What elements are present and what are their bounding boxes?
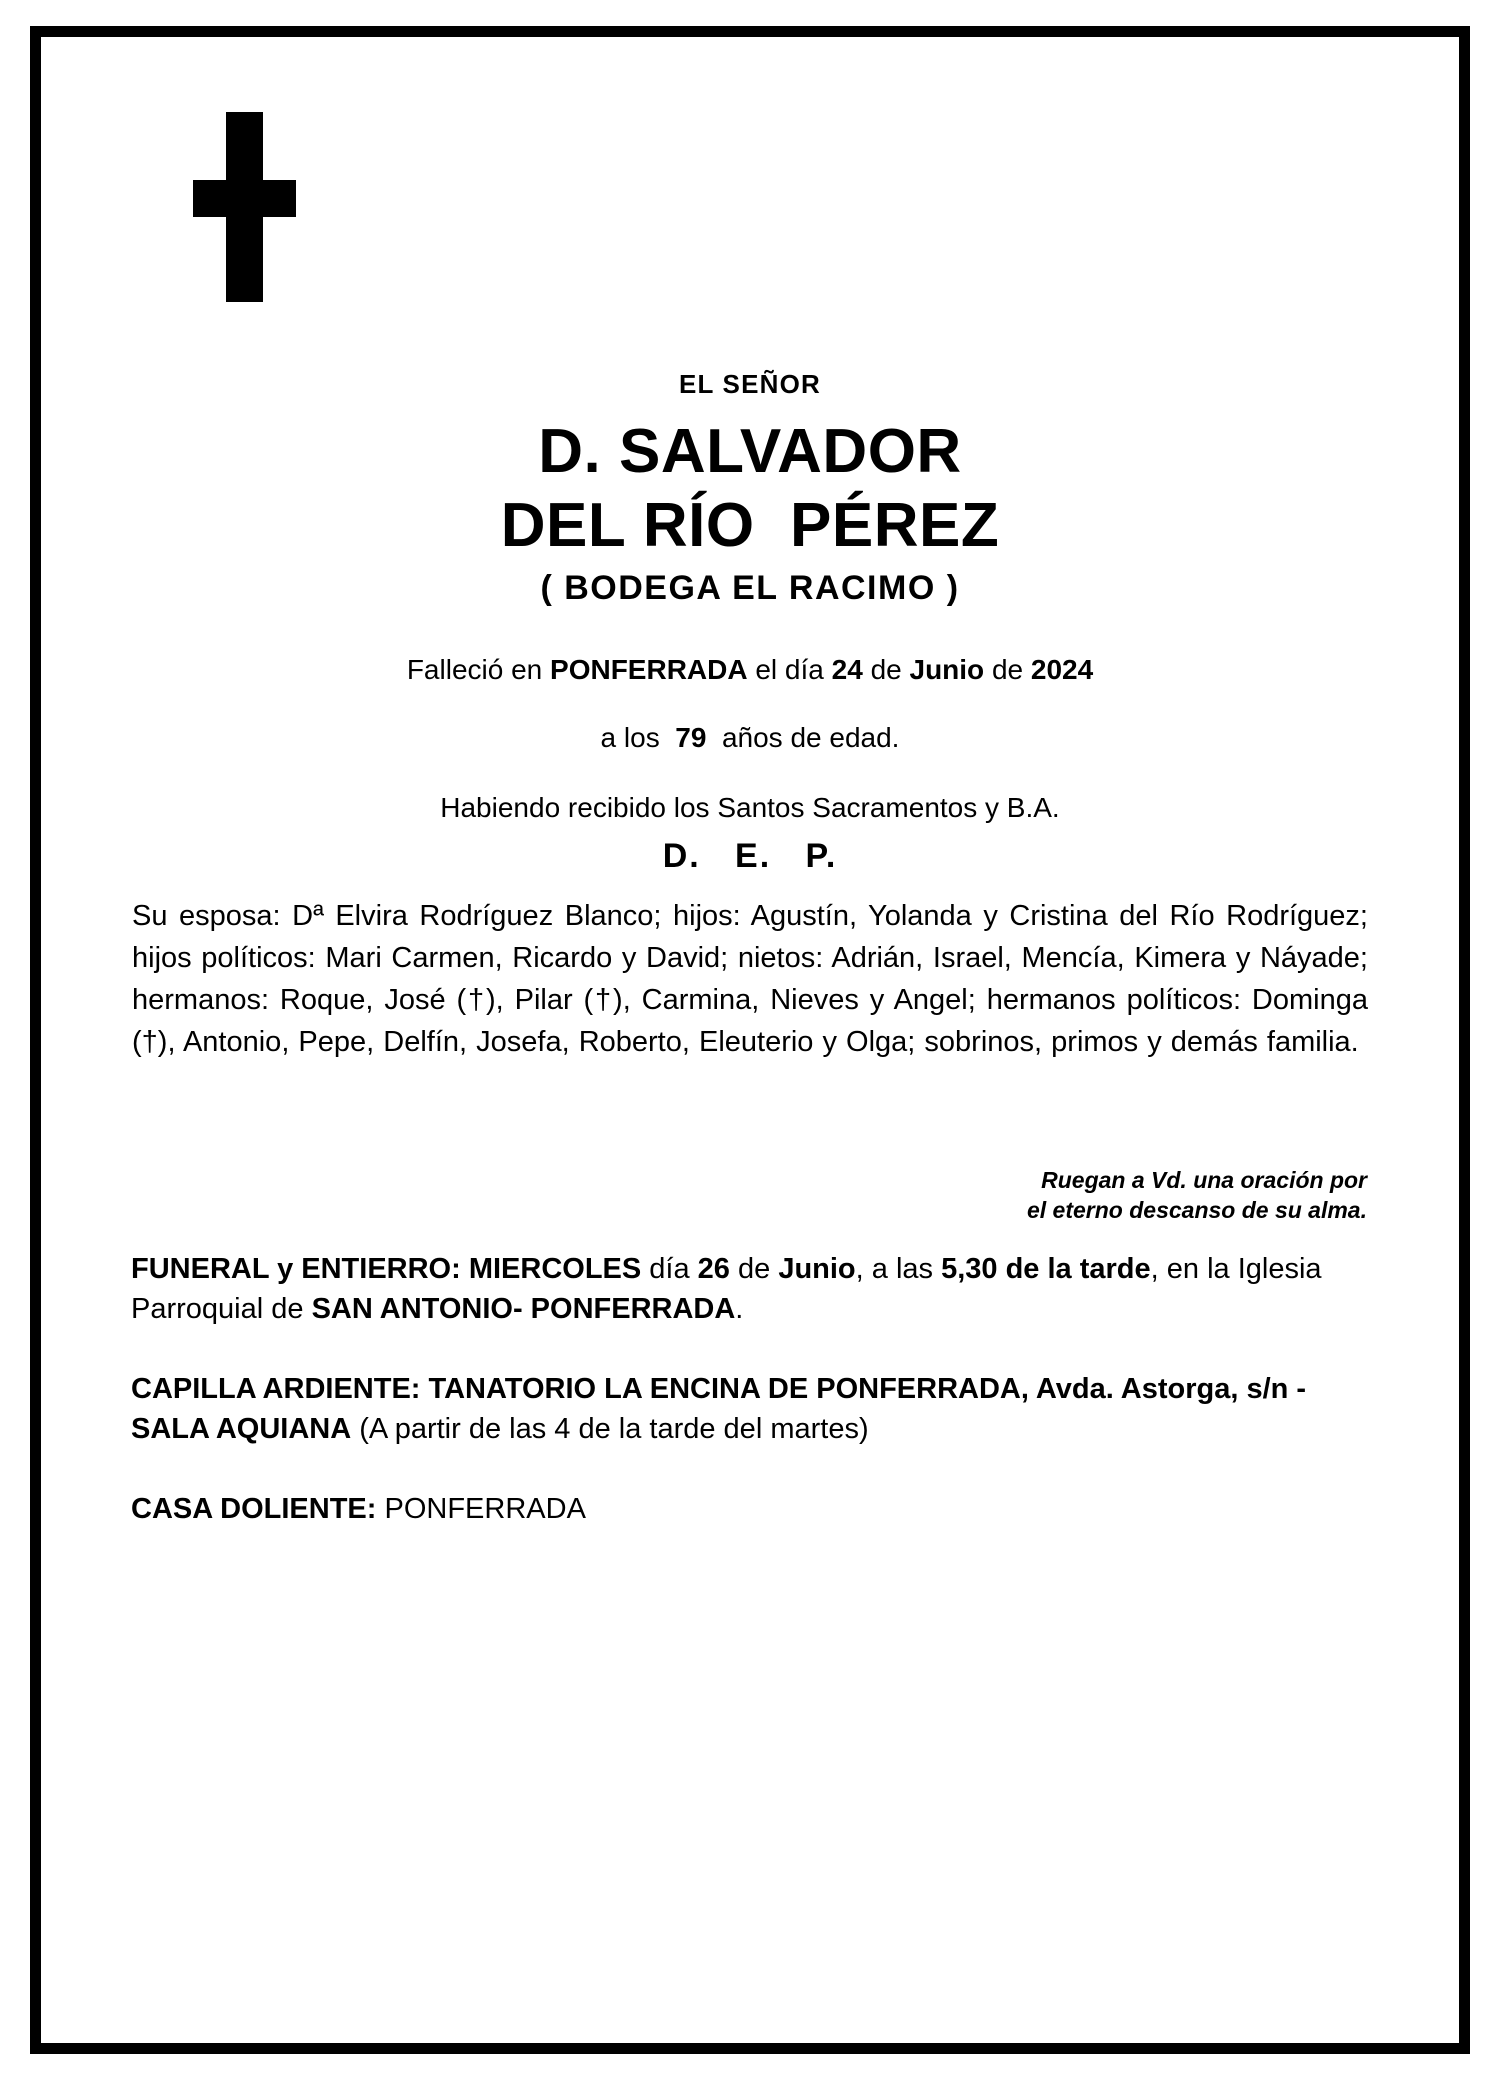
death-details-block (41, 653, 1459, 825)
deceased-name-block (41, 415, 1459, 608)
chapel-paragraph (131, 1369, 1369, 1449)
death-date-line (41, 653, 1459, 687)
death-age-line (41, 721, 1459, 755)
chapel-label: CAPILLA ARDIENTE (131, 1373, 411, 1405)
death-text-mid: el día (747, 654, 832, 685)
sacraments-line: Habiendo recibido los Santos Sacramentos y B.A. (440, 792, 1060, 823)
spacer-2 (41, 755, 1459, 791)
funeral-day-pre: día (641, 1253, 698, 1285)
age-text-post: años de edad. (706, 722, 900, 753)
cross-horizontal-bar (193, 180, 296, 217)
funeral-place: SAN ANTONIO- PONFERRADA (311, 1293, 736, 1325)
surviving-family-paragraph: Su esposa: Dª Elvira Rodríguez Blanco; hijos: Agustín, Yolanda y Cristina del Río Rodríguez; hijos políticos: Mari Carmen, Ricardo y David; nietos: Adrián, Israel, Mencía, Kimera y Náyade; hermanos: Roque, José (†), Pilar (†), Carmina, Nieves y Angel; hermanos políticos: Dominga (†), Antonio, Pepe, Delfín, Josefa, Roberto, Eleuterio y Olga; sobrinos, primos y demás familia. (132, 900, 1368, 1058)
funeral-time-pre: , a las (855, 1253, 942, 1285)
funeral-label: FUNERAL y ENTIERRO: (131, 1253, 461, 1285)
death-text-mid2: de (862, 654, 910, 685)
funeral-month: Junio (778, 1253, 856, 1285)
death-day: 24 (831, 654, 863, 685)
funeral-time: 5,30 de la tarde (941, 1253, 1151, 1285)
prayer-line-2: el eterno descanso de su alma. (1026, 1197, 1367, 1223)
honorific-label: EL SEÑOR (678, 369, 822, 399)
mourning-house-value: PONFERRADA (376, 1493, 586, 1525)
mourning-house-paragraph (131, 1489, 1369, 1529)
death-place: PONFERRADA (550, 654, 748, 685)
deceased-name-line-2: DEL RÍO PÉREZ (500, 491, 1000, 560)
funeral-place-pre: , en la Iglesia Parroquial de (131, 1253, 1330, 1325)
funeral-month-pre: de (729, 1253, 779, 1285)
prayer-line-1: Ruegan a Vd. una oración por (1041, 1167, 1367, 1193)
page-border-frame (30, 26, 1470, 2054)
chapel-location: : TANATORIO LA ENCINA DE PONFERRADA, Avda. Astorga, s/n - SALA AQUIANA (131, 1373, 1315, 1445)
funeral-paragraph (131, 1249, 1369, 1329)
funeral-end: . (735, 1293, 744, 1325)
funeral-day: 26 (697, 1253, 730, 1285)
death-text-pre: Falleció en (406, 654, 551, 685)
page-inner (41, 37, 1459, 2043)
prayer-request (41, 1165, 1459, 1225)
age-value: 79 (675, 722, 707, 753)
death-text-mid3: de (984, 654, 1031, 685)
service-details (41, 1249, 1459, 1529)
death-month: Junio (909, 654, 985, 685)
age-text-pre: a los (600, 722, 676, 753)
death-year: 2024 (1030, 654, 1094, 685)
latin-cross-icon (181, 112, 301, 302)
chapel-note: (A partir de las 4 de la tarde del martes) (351, 1413, 869, 1445)
deceased-alias: ( BODEGA EL RACIMO ) (540, 569, 960, 607)
deceased-name-line-1: D. SALVADOR (538, 417, 962, 486)
spacer-1 (41, 687, 1459, 721)
funeral-weekday: MIERCOLES (460, 1253, 642, 1285)
rest-in-peace-label: D. E. P. (662, 837, 838, 875)
mourning-house-label: CASA DOLIENTE: (131, 1493, 377, 1525)
